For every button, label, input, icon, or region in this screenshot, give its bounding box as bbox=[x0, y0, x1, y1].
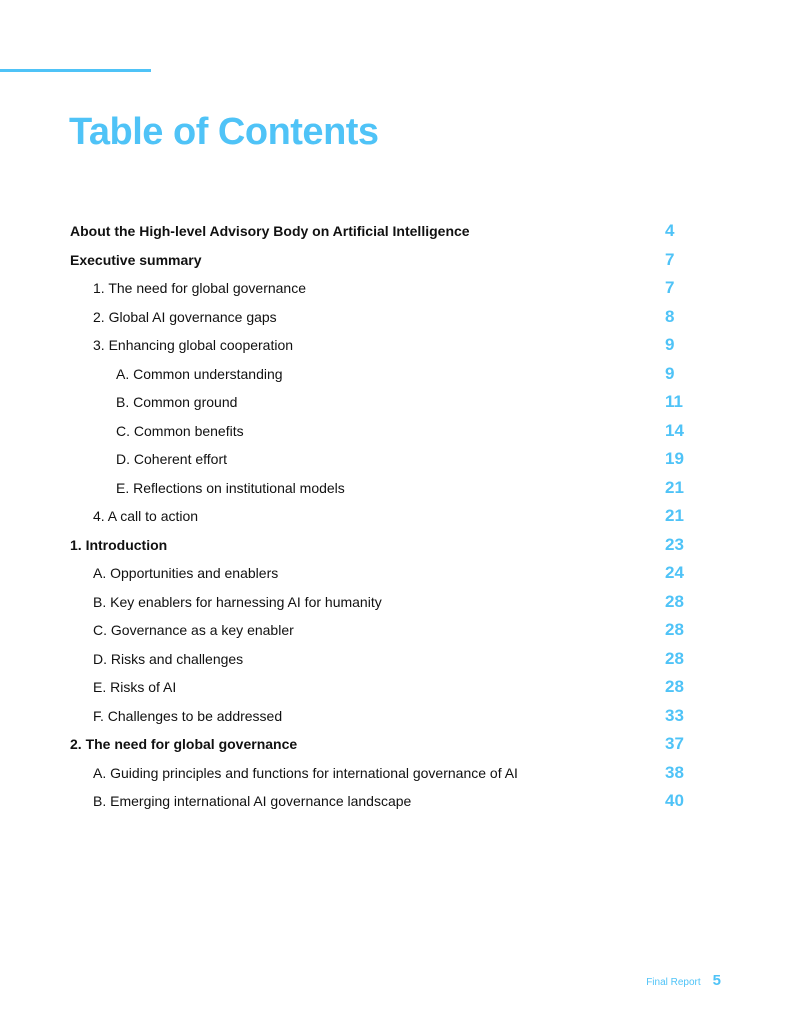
toc-entry-page-number: 8 bbox=[665, 306, 675, 326]
toc-entry-page-number: 21 bbox=[665, 506, 684, 525]
toc-entry-page-number: 9 bbox=[665, 363, 675, 383]
toc-entry-label: B. Common ground bbox=[116, 394, 238, 411]
toc-entry-label: A. Guiding principles and functions for international governance of AI bbox=[93, 764, 518, 781]
toc-entry-label: 1. The need for global governance bbox=[93, 280, 307, 297]
toc-entry[interactable] bbox=[70, 730, 690, 759]
toc-entry[interactable] bbox=[70, 787, 690, 816]
toc-entry-page-number: 23 bbox=[665, 534, 684, 554]
toc-entry-label: 2. The need for global governance bbox=[70, 736, 298, 753]
toc-entry[interactable] bbox=[70, 303, 690, 332]
toc-entry[interactable] bbox=[70, 702, 690, 731]
toc-entry[interactable] bbox=[70, 559, 690, 588]
toc-entry-label: B. Key enablers for harnessing AI for humanity bbox=[93, 593, 382, 610]
toc-entry-page-number: 28 bbox=[665, 648, 684, 668]
toc-entry-page-number: 7 bbox=[665, 278, 675, 297]
toc-entry[interactable] bbox=[70, 274, 690, 303]
page-footer bbox=[646, 972, 721, 989]
toc-entry-page-number: 28 bbox=[665, 677, 684, 696]
toc-entry-page-number: 24 bbox=[665, 563, 684, 582]
toc-entry[interactable] bbox=[70, 673, 690, 702]
toc-entry[interactable] bbox=[70, 645, 690, 674]
toc-entry-page-number: 14 bbox=[665, 420, 684, 440]
toc-entry-label: E. Reflections on institutional models bbox=[116, 479, 345, 496]
toc-entry[interactable] bbox=[70, 331, 690, 360]
toc-entry-page-number: 33 bbox=[665, 705, 684, 725]
toc-entry-label: A. Opportunities and enablers bbox=[93, 565, 279, 582]
toc-entry-page-number: 11 bbox=[665, 392, 683, 411]
toc-entry-page-number: 40 bbox=[665, 791, 684, 810]
toc-entry[interactable] bbox=[70, 531, 690, 560]
toc-entry-label: F. Challenges to be addressed bbox=[93, 707, 283, 724]
toc-entry-label: 1. Introduction bbox=[70, 536, 168, 553]
toc-entry-page-number: 4 bbox=[665, 221, 675, 240]
toc-entry-label: Executive summary bbox=[70, 251, 202, 268]
toc-entry-label: 4. A call to action bbox=[93, 508, 199, 525]
accent-rule bbox=[0, 69, 151, 72]
toc-entry[interactable] bbox=[70, 246, 690, 275]
toc-entry[interactable] bbox=[70, 388, 690, 417]
toc-entry-page-number: 21 bbox=[665, 477, 684, 497]
toc-entry-label: 2. Global AI governance gaps bbox=[93, 308, 277, 325]
toc-entry[interactable] bbox=[70, 616, 690, 645]
toc-entry[interactable] bbox=[70, 474, 690, 503]
toc-entry-page-number: 28 bbox=[665, 591, 684, 611]
toc-entry[interactable] bbox=[70, 445, 690, 474]
toc-entry-page-number: 38 bbox=[665, 762, 684, 782]
toc-entry-page-number: 9 bbox=[665, 335, 675, 354]
toc-entry[interactable] bbox=[70, 759, 690, 788]
footer-report-label: Final Report bbox=[646, 977, 701, 988]
toc-entry-label: 3. Enhancing global cooperation bbox=[93, 337, 294, 354]
toc-entry-page-number: 37 bbox=[665, 734, 684, 753]
table-of-contents bbox=[70, 217, 690, 816]
toc-entry[interactable] bbox=[70, 502, 690, 531]
toc-entry-label: C. Governance as a key enabler bbox=[93, 622, 294, 639]
toc-entry-label: About the High-level Advisory Body on Artificial Intelligence bbox=[70, 223, 470, 240]
toc-entry-label: C. Common benefits bbox=[116, 422, 244, 439]
toc-entry-page-number: 19 bbox=[665, 449, 684, 468]
toc-entry[interactable] bbox=[70, 360, 690, 389]
page-title: Table of Contents bbox=[69, 111, 379, 153]
toc-entry-page-number: 7 bbox=[665, 249, 675, 269]
footer-page-number: 5 bbox=[712, 972, 721, 989]
toc-entry-label: A. Common understanding bbox=[116, 365, 283, 382]
toc-entry[interactable] bbox=[70, 588, 690, 617]
toc-entry[interactable] bbox=[70, 417, 690, 446]
toc-entry-page-number: 28 bbox=[665, 620, 684, 639]
toc-entry[interactable] bbox=[70, 217, 690, 246]
toc-entry-label: D. Risks and challenges bbox=[93, 650, 244, 667]
toc-entry-label: B. Emerging international AI governance landscape bbox=[93, 793, 412, 810]
toc-entry-label: E. Risks of AI bbox=[93, 679, 177, 696]
toc-entry-label: D. Coherent effort bbox=[116, 451, 228, 468]
